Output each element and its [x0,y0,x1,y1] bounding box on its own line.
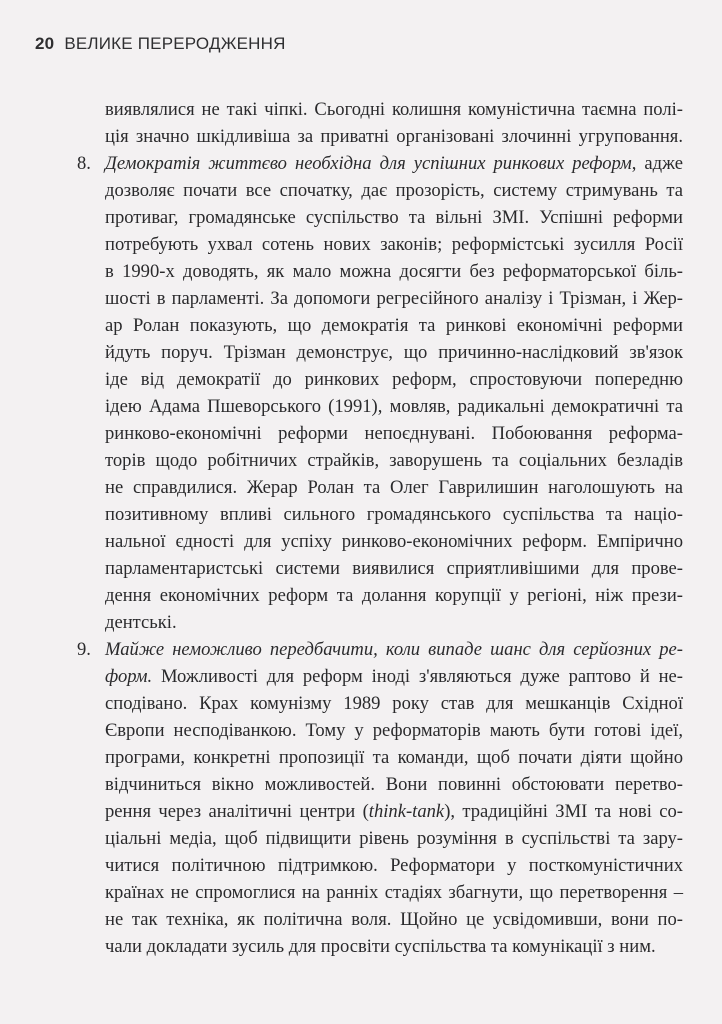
list-item-line [105,690,683,717]
text-run: не так техніка, як політична воля. Щойно це усвідомивши, вони по- [105,909,683,930]
list-item-line [105,906,683,933]
list-item-line [105,555,683,582]
list-item-line [105,825,683,852]
emphasis-text: Майже неможливо передбачити, коли випаде шанс для серйозних ре- [105,639,683,660]
list-item-line [105,582,683,609]
text-run: ), традиційні ЗМІ та нові со- [444,801,683,822]
emphasis-text: think-tank [368,801,445,822]
list-item-line [105,150,683,177]
list-item-line [105,636,683,663]
list-item-line [105,501,683,528]
list-item-line [105,312,683,339]
text-run: , адже [631,153,683,174]
list-item-line [105,771,683,798]
paragraph-line: ція значно шкідливіша за приватні організовані злочинні угруповання. [105,126,683,147]
list-item-line [105,879,683,906]
list-item-line [105,366,683,393]
list-item-line [105,798,683,825]
text-run: нальної єдності для успіху ринково-економічних реформ. Емпірично [105,531,683,552]
list-item-line [105,663,683,690]
list-item-line [105,447,683,474]
list-item-line [105,258,683,285]
text-run: відчиниться вікно можливостей. Вони повинні обстоювати перетво- [105,774,683,795]
text-run: іде від демократії до ринкових реформ, спростовуючи попередню [105,369,683,390]
list-item-line [105,231,683,258]
list-item-line [105,609,683,636]
text-run: шості в парламенті. За допомоги регресійного аналізу і Трізман, і Жер- [105,288,683,309]
list-item-line [105,177,683,204]
text-run: в 1990-х доводять, як мало можна досягти без реформаторської біль- [105,261,683,282]
text-run: ціальні медіа, щоб підвищити рівень розуміння в суспільстві та зару- [105,828,683,849]
text-run: сподівано. Крах комунізму 1989 року став для мешканців Східної [105,693,683,714]
text-run: парламентаристські системи виявилися сприятливішими для прове- [105,558,683,579]
text-run: не справдилися. Жерар Ролан та Олег Гаврилишин наголошують на [105,477,683,498]
running-header [35,34,286,54]
text-run: програми, конкретні пропозиції та команди, щоб почати діяти щойно [105,747,683,768]
text-run: Європи несподіванкою. Тому у реформаторів мають бути готові ідеї, [105,720,683,741]
text-run: потребують ухвал сотень нових законів; реформістські зусилля Росії [105,234,683,255]
text-run: чали докладати зусиль для просвіти суспільства та комунікації з ним. [105,936,656,957]
text-run: рення через аналітичні центри ( [105,801,369,822]
list-item-number: 8. [77,153,91,174]
list-item-line [105,852,683,879]
text-run: дення економічних реформ та долання корупції у регіоні, ніж прези- [105,585,683,606]
page-number: 20 [35,34,55,53]
list-item-line [105,393,683,420]
text-run: дентські. [105,612,177,633]
text-run: дозволяє почати все спочатку, дає прозорість, систему стримувань та [105,180,683,201]
list-item-line [105,717,683,744]
list-item-line [105,420,683,447]
list-item-line [105,933,683,960]
list-item-line [105,204,683,231]
list-item-number: 9. [77,639,91,660]
emphasis-text: Демократія життєво необхідна для успішних ринкових реформ [105,153,632,174]
text-run: країнах не спромоглися на ранніх стадіях збагнути, що перетворення – [105,882,683,903]
text-run: йдуть поруч. Трізман демонструє, що причинно-наслідковий зв'язок [105,342,683,363]
text-run: противаг, громадянське суспільство та вільні ЗМІ. Успішні реформи [105,207,683,228]
list-item-line [105,744,683,771]
text-run: ар Ролан показують, що демократія та ринкові економічні реформи [105,315,683,336]
text-run: ринково-економічні реформи непоєднувані. Побоювання реформа- [105,423,683,444]
list-item-line [105,528,683,555]
list-item-line [105,285,683,312]
list-item-line [105,474,683,501]
text-run: читися політичною підтримкою. Реформатори у посткомуністичних [105,855,683,876]
running-title: ВЕЛИКЕ ПЕРЕРОДЖЕННЯ [64,34,286,53]
text-run: торів щодо робітничих страйків, заворушень та соціальних безладів [105,450,683,471]
text-run: позитивному впливі сильного громадянського суспільства та націо- [105,504,683,525]
text-run: ідею Адама Пшеворського (1991), мовляв, радикальні демократичні та [105,396,683,417]
paragraph-line: виявлялися не такі чіпкі. Сьогодні колишня комуністична таємна полі- [105,99,683,120]
emphasis-text: форм. [105,666,153,687]
text-run: Можливості для реформ іноді з'являються дуже раптово й не- [152,666,683,687]
list-item-line [105,339,683,366]
